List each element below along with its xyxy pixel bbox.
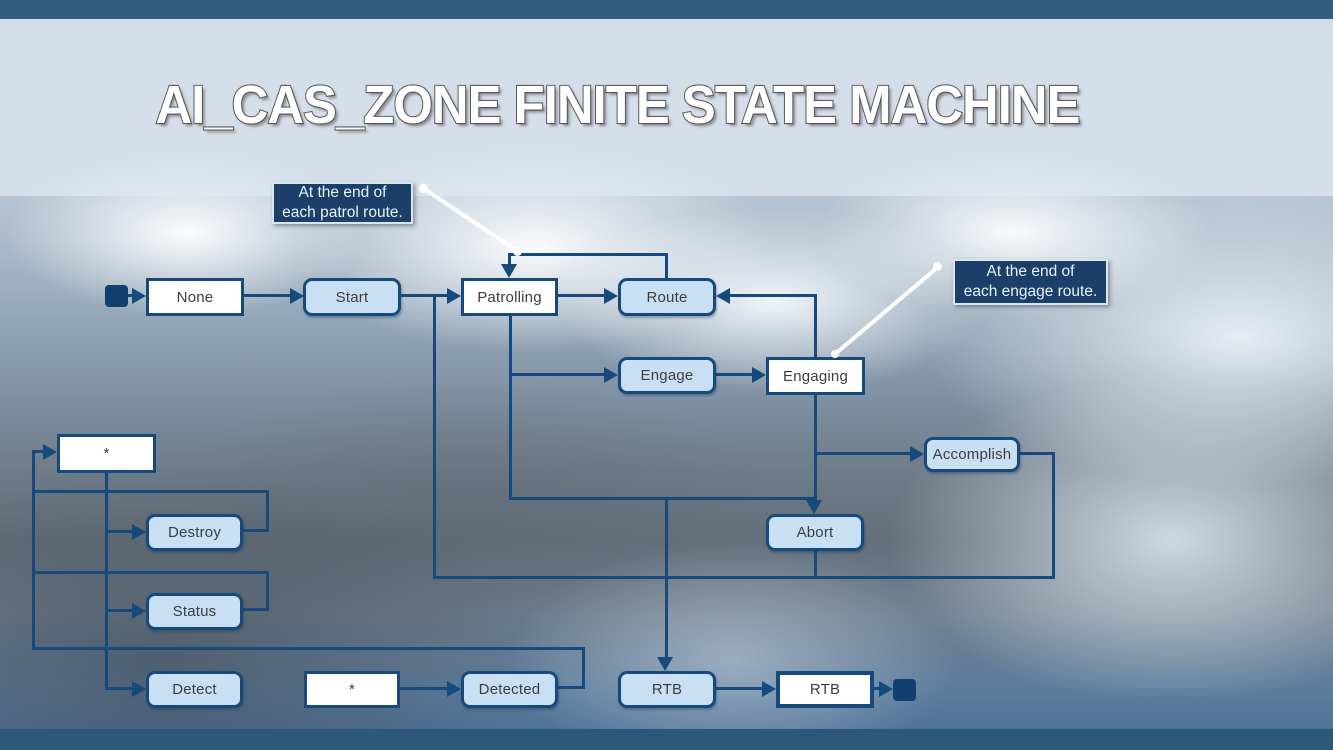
- callout-patrol-leader-line: [422, 186, 518, 252]
- arrowhead: [762, 681, 776, 697]
- node-detect: [146, 671, 243, 708]
- return-accomplish-h: [1020, 452, 1055, 455]
- node-label: Start: [335, 288, 369, 306]
- status-return-stub: [243, 608, 269, 611]
- edge-start-patrolling: [400, 294, 449, 297]
- edge-patrolling-engage: [509, 373, 606, 376]
- any1-bottom-rail: [105, 473, 108, 690]
- arrowhead: [132, 681, 146, 697]
- arrowhead: [879, 681, 893, 697]
- edge-engaging-route-v: [814, 294, 817, 357]
- node-none: [146, 278, 244, 316]
- bottom-bar: [0, 729, 1333, 750]
- arrowhead: [132, 524, 146, 540]
- node-label: *: [103, 445, 110, 462]
- node-patrolling: [461, 278, 558, 316]
- node-label: Abort: [796, 524, 834, 541]
- node-status: [146, 593, 243, 630]
- edge-any1-detect: [105, 687, 134, 690]
- callout-text-line2: each patrol route.: [282, 204, 403, 221]
- return-left-rail: [433, 294, 436, 579]
- patrolling-bottom-rail: [509, 316, 512, 500]
- arrowhead: [132, 603, 146, 619]
- node-rtb-state: [776, 671, 874, 708]
- detected-return-h: [32, 647, 585, 650]
- destroy-return-h: [32, 490, 269, 493]
- junction-horizontal: [509, 497, 817, 500]
- node-engage: [618, 357, 716, 394]
- edge-to-rtb-v: [665, 497, 668, 659]
- return-right-rail: [1052, 452, 1055, 579]
- detected-return-v: [582, 647, 585, 689]
- node-label: RTB: [651, 681, 683, 698]
- callout-engage: [953, 259, 1108, 305]
- destroy-return-stub: [243, 529, 269, 532]
- page-title: AI_CAS_ZONE FINITE STATE MACHINE: [155, 75, 1080, 135]
- node-destroy: [146, 514, 243, 551]
- edge-rtb-rtb: [716, 687, 764, 690]
- node-label: Accomplish: [932, 446, 1012, 463]
- callout-patrol-dot-start: [419, 184, 428, 193]
- callout-engage-dot-start: [933, 262, 942, 271]
- status-return-v: [266, 571, 269, 611]
- node-any-2: [304, 671, 400, 708]
- arrowhead: [716, 288, 730, 304]
- edge-any1-status: [105, 609, 134, 612]
- edge-engaging-accomplish: [816, 452, 912, 455]
- any-left-rail: [32, 450, 35, 650]
- node-detected: [461, 671, 558, 708]
- arrowhead: [604, 367, 618, 383]
- edge-any1-destroy: [105, 530, 134, 533]
- arrowhead: [604, 288, 618, 304]
- node-label: RTB: [809, 681, 841, 698]
- abort-bottom-stub: [814, 551, 817, 579]
- callout-engage-dot-end: [831, 350, 839, 358]
- node-label: None: [176, 288, 214, 306]
- node-label: *: [348, 681, 356, 698]
- node-abort: [766, 514, 864, 551]
- node-label: Detect: [172, 681, 217, 698]
- callout-engage-leader-line: [833, 265, 939, 356]
- callout-patrol: [272, 182, 413, 224]
- node-label: Patrolling: [477, 288, 542, 306]
- arrowhead: [132, 288, 146, 304]
- arrowhead: [447, 681, 461, 697]
- callout-text-line1: At the end of: [986, 262, 1075, 280]
- node-start: [303, 278, 401, 316]
- node-label: Detected: [478, 681, 541, 698]
- callout-text-line1: At the end of: [298, 183, 387, 201]
- node-label: Route: [646, 288, 688, 306]
- initial-state-square: [105, 285, 128, 307]
- node-rtb-event: [618, 671, 716, 708]
- node-label: Engage: [640, 367, 694, 384]
- arrowhead: [657, 657, 673, 671]
- node-any-1: [57, 434, 156, 473]
- edge-engaging-route-h: [729, 294, 817, 297]
- arrowhead: [910, 446, 924, 462]
- node-label: Destroy: [167, 524, 222, 541]
- edge-route-patrolling-across: [508, 253, 668, 256]
- node-label: Status: [172, 603, 217, 620]
- arrowhead: [501, 264, 517, 278]
- detected-return-stub: [558, 686, 585, 689]
- edge-any2-detected: [400, 687, 449, 690]
- edge-none-start: [244, 294, 292, 297]
- node-route: [618, 278, 716, 316]
- top-bar: [0, 0, 1333, 19]
- status-return-h: [32, 571, 269, 574]
- edge-engage-engaging: [716, 373, 754, 376]
- node-engaging: [766, 357, 865, 395]
- arrowhead: [752, 367, 766, 383]
- arrowhead: [43, 444, 57, 460]
- arrowhead: [290, 288, 304, 304]
- node-accomplish: [924, 437, 1020, 472]
- arrowhead: [447, 288, 461, 304]
- edge-route-patrolling-up: [665, 253, 668, 279]
- final-state-square: [893, 679, 916, 701]
- node-label: Engaging: [783, 367, 848, 385]
- destroy-return-v: [266, 490, 269, 532]
- engaging-bottom-rail: [814, 394, 817, 500]
- callout-text-line2: each engage route.: [963, 283, 1098, 300]
- return-bottom-rail: [433, 576, 1055, 579]
- edge-patrolling-route: [558, 294, 606, 297]
- callout-patrol-dot-end: [513, 247, 522, 256]
- arrowhead: [806, 500, 822, 514]
